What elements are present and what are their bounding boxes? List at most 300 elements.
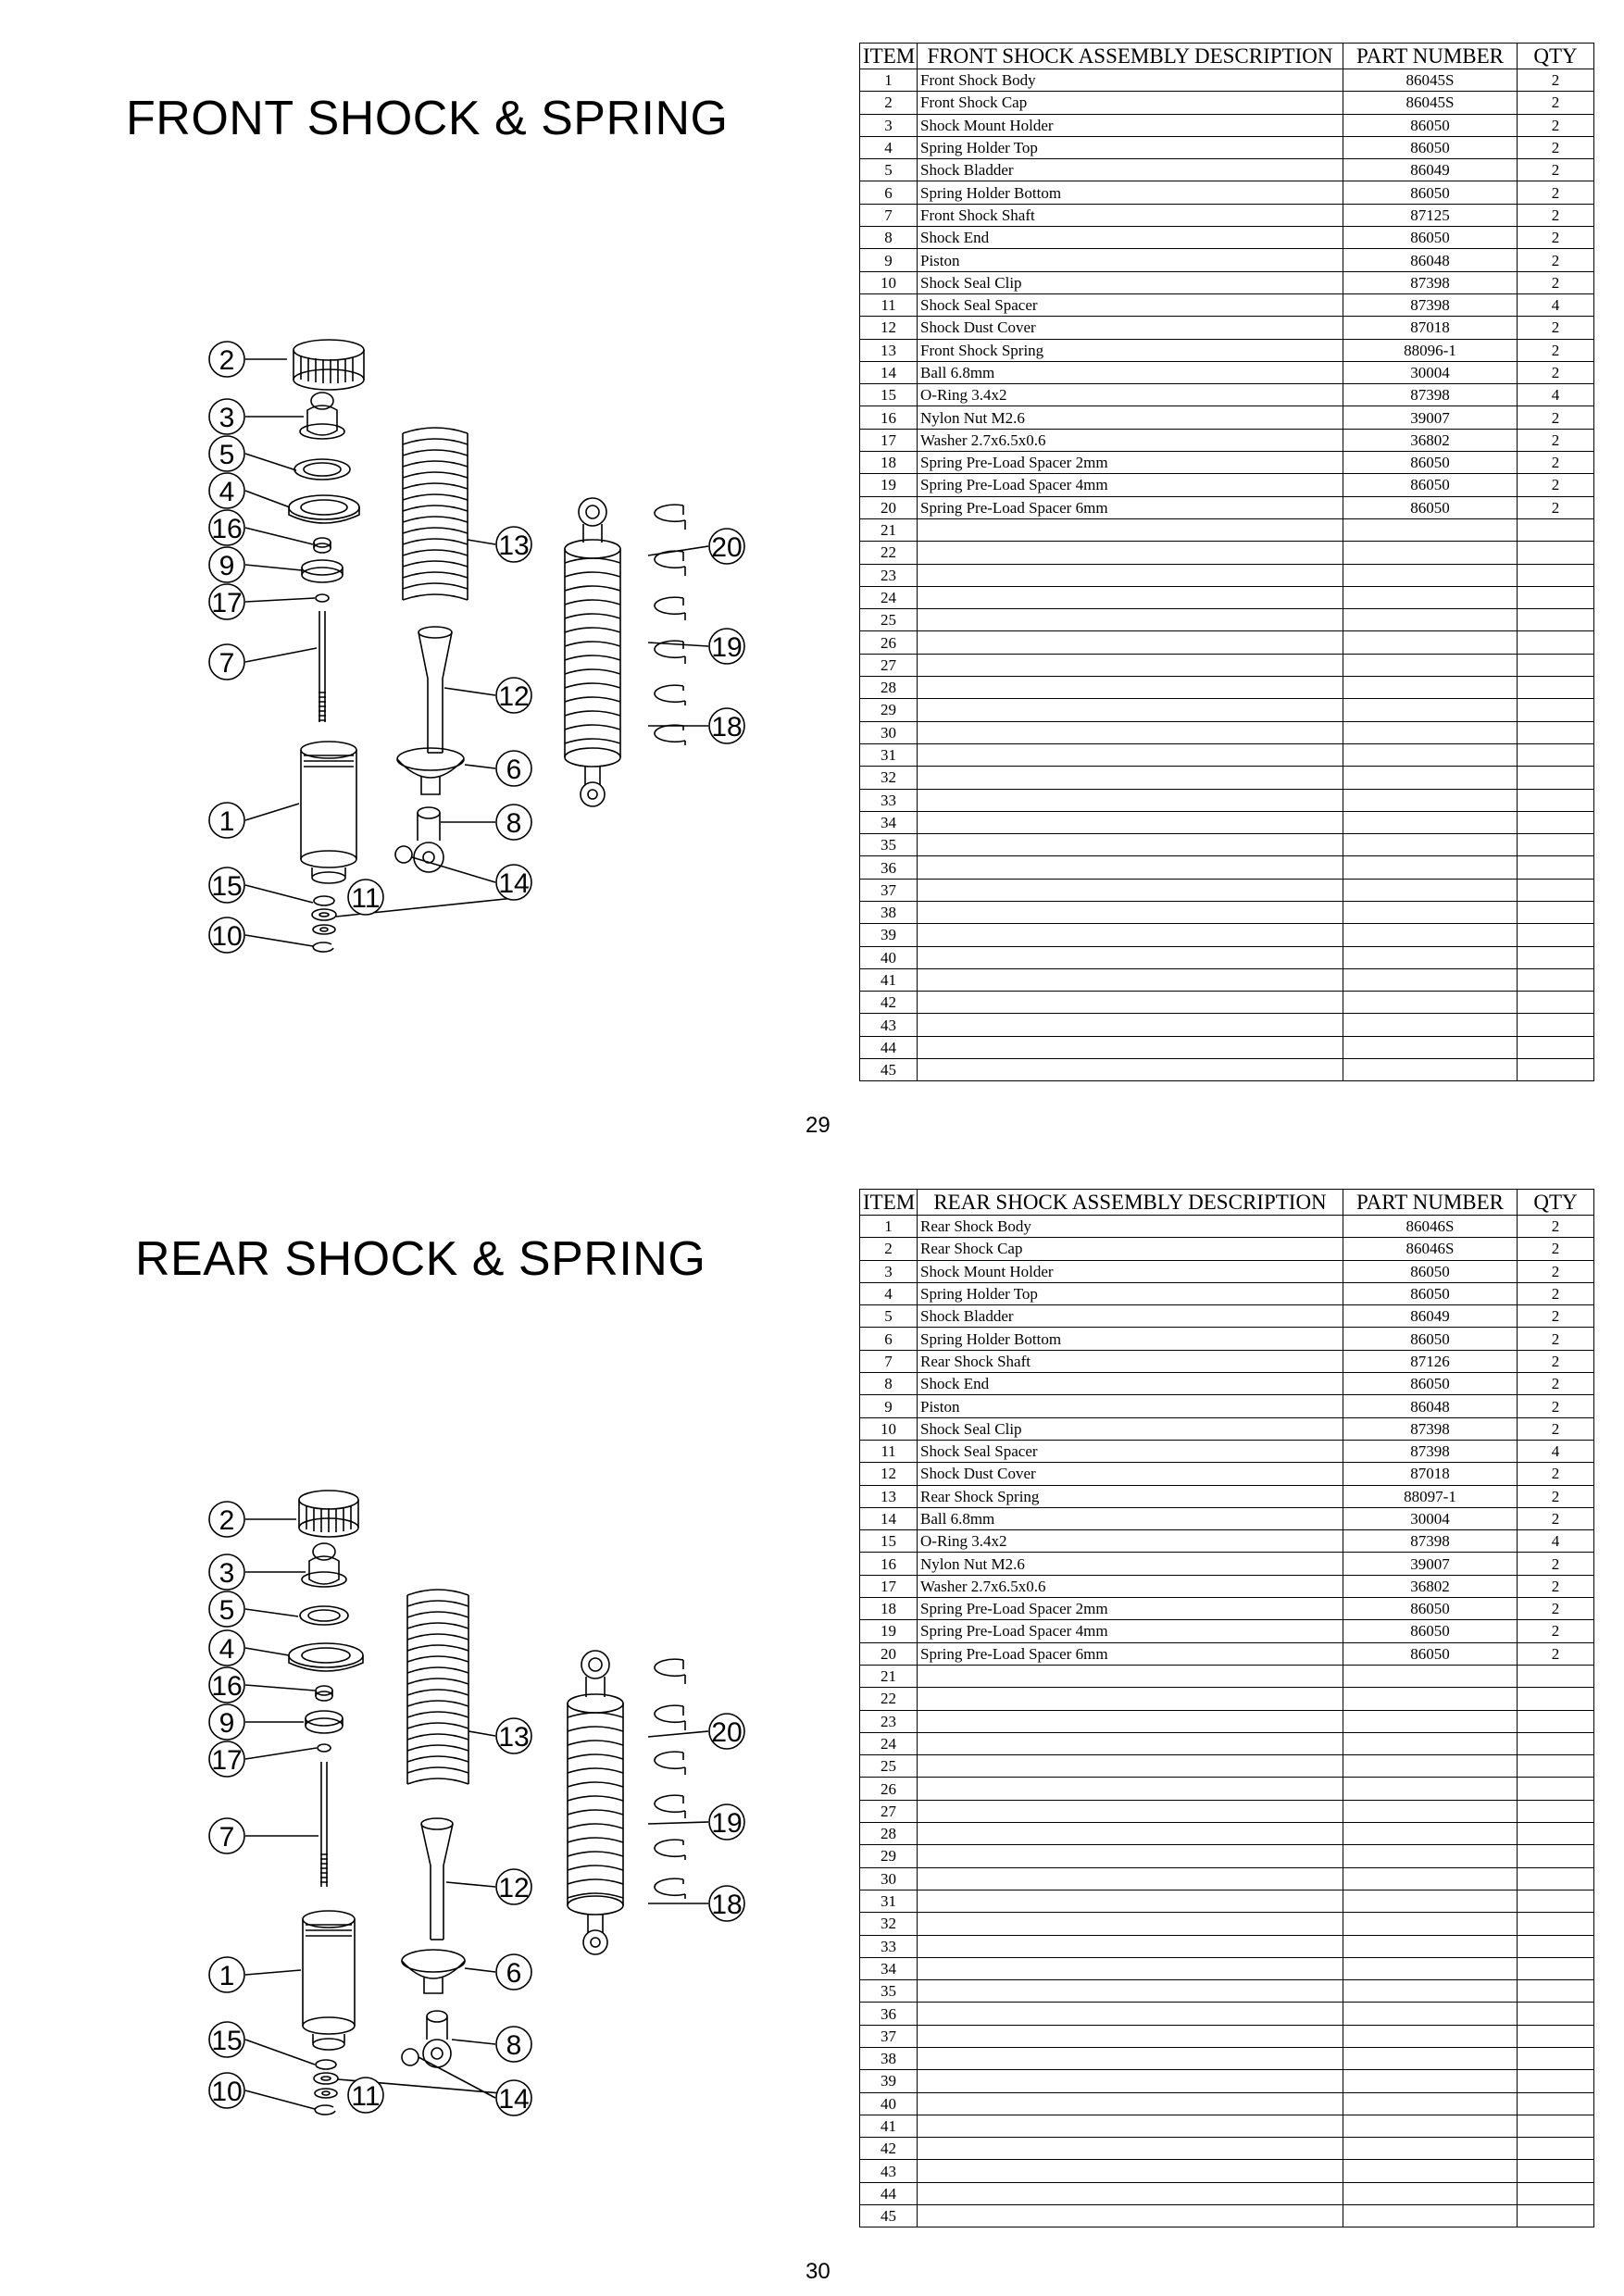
qty-cell: 2 bbox=[1518, 429, 1594, 451]
qty-cell bbox=[1518, 992, 1594, 1014]
svg-text:1: 1 bbox=[219, 806, 235, 837]
table-row bbox=[860, 1867, 1594, 1890]
table-row bbox=[860, 1642, 1594, 1665]
qty-cell bbox=[1518, 1823, 1594, 1845]
table-row bbox=[860, 2138, 1594, 2160]
front-shock-exploded-diagram bbox=[194, 322, 824, 989]
item-cell: 26 bbox=[860, 631, 918, 654]
callout-19 bbox=[709, 1804, 744, 1840]
part-number-cell bbox=[1343, 518, 1518, 541]
part-number-cell: 87398 bbox=[1343, 1440, 1518, 1462]
part-number-cell: 86050 bbox=[1343, 181, 1518, 204]
table-row bbox=[860, 1755, 1594, 1778]
callout-4 bbox=[209, 1630, 244, 1666]
item-cell: 15 bbox=[860, 384, 918, 406]
item-cell: 19 bbox=[860, 1620, 918, 1642]
callout-16 bbox=[209, 1667, 244, 1703]
table-row bbox=[860, 631, 1594, 654]
part-number-cell: 87398 bbox=[1343, 1530, 1518, 1553]
table-row bbox=[860, 1575, 1594, 1597]
table-row bbox=[860, 249, 1594, 271]
item-cell: 20 bbox=[860, 496, 918, 518]
item-cell: 2 bbox=[860, 1238, 918, 1260]
svg-text:13: 13 bbox=[498, 1722, 530, 1753]
description-cell: Ball 6.8mm bbox=[918, 1507, 1343, 1529]
part-number-cell: 86050 bbox=[1343, 1373, 1518, 1395]
callout-3 bbox=[209, 1554, 244, 1590]
part-number-cell bbox=[1343, 1845, 1518, 1867]
table-row bbox=[860, 609, 1594, 631]
qty-cell bbox=[1518, 856, 1594, 879]
description-cell bbox=[918, 1755, 1343, 1778]
description-cell bbox=[918, 2182, 1343, 2204]
table-row bbox=[860, 1710, 1594, 1732]
description-cell bbox=[918, 1665, 1343, 1687]
table-row bbox=[860, 811, 1594, 833]
table-row bbox=[860, 92, 1594, 114]
table-row bbox=[860, 2070, 1594, 2092]
qty-cell bbox=[1518, 564, 1594, 586]
item-cell: 27 bbox=[860, 654, 918, 676]
callout-4 bbox=[209, 473, 244, 508]
callout-2 bbox=[209, 1502, 244, 1537]
item-cell: 34 bbox=[860, 1957, 918, 1979]
item-cell: 19 bbox=[860, 474, 918, 496]
description-cell: Piston bbox=[918, 1395, 1343, 1417]
qty-cell: 2 bbox=[1518, 361, 1594, 383]
svg-text:8: 8 bbox=[506, 808, 522, 839]
svg-text:4: 4 bbox=[219, 1634, 235, 1665]
description-cell bbox=[918, 834, 1343, 856]
item-cell: 27 bbox=[860, 1800, 918, 1822]
description-cell bbox=[918, 1710, 1343, 1732]
table-row bbox=[860, 1957, 1594, 1979]
svg-text:16: 16 bbox=[211, 1671, 243, 1702]
table-header-row bbox=[860, 44, 1594, 69]
svg-text:11: 11 bbox=[351, 883, 381, 914]
item-cell: 12 bbox=[860, 317, 918, 339]
callout-14 bbox=[496, 865, 531, 900]
qty-cell bbox=[1518, 542, 1594, 564]
qty-cell: 2 bbox=[1518, 181, 1594, 204]
description-cell: Shock Seal Clip bbox=[918, 271, 1343, 293]
description-cell: Rear Shock Cap bbox=[918, 1238, 1343, 1260]
part-number-cell bbox=[1343, 1823, 1518, 1845]
table-row bbox=[860, 1036, 1594, 1058]
qty-cell: 4 bbox=[1518, 384, 1594, 406]
description-cell: Rear Shock Shaft bbox=[918, 1350, 1343, 1372]
description-cell: O-Ring 3.4x2 bbox=[918, 384, 1343, 406]
part-number-cell bbox=[1343, 901, 1518, 923]
table-row bbox=[860, 924, 1594, 946]
table-row bbox=[860, 1845, 1594, 1867]
description-cell bbox=[918, 1845, 1343, 1867]
callout-9 bbox=[209, 1704, 244, 1740]
table-row bbox=[860, 1059, 1594, 1081]
qty-cell bbox=[1518, 1036, 1594, 1058]
callout-5 bbox=[209, 1591, 244, 1627]
description-cell bbox=[918, 901, 1343, 923]
item-cell: 39 bbox=[860, 2070, 918, 2092]
table-row bbox=[860, 946, 1594, 968]
qty-cell: 2 bbox=[1518, 1395, 1594, 1417]
part-number-cell bbox=[1343, 1014, 1518, 1036]
front-shock-parts-drawing bbox=[245, 340, 708, 952]
table-row bbox=[860, 1778, 1594, 1800]
part-number-cell bbox=[1343, 2047, 1518, 2069]
part-number-cell: 86050 bbox=[1343, 1620, 1518, 1642]
svg-text:18: 18 bbox=[711, 712, 743, 742]
svg-text:12: 12 bbox=[498, 1873, 530, 1903]
table-row bbox=[860, 2115, 1594, 2137]
table-row bbox=[860, 1417, 1594, 1440]
description-cell bbox=[918, 767, 1343, 789]
item-cell: 43 bbox=[860, 1014, 918, 1036]
svg-text:10: 10 bbox=[211, 921, 243, 952]
description-cell bbox=[918, 879, 1343, 901]
item-cell: 3 bbox=[860, 1260, 918, 1282]
part-number-cell bbox=[1343, 2160, 1518, 2182]
svg-text:11: 11 bbox=[351, 2081, 381, 2112]
qty-cell: 2 bbox=[1518, 1305, 1594, 1328]
part-number-cell: 88097-1 bbox=[1343, 1485, 1518, 1507]
svg-text:3: 3 bbox=[219, 403, 235, 433]
description-cell bbox=[918, 631, 1343, 654]
qty-cell: 2 bbox=[1518, 452, 1594, 474]
item-cell: 9 bbox=[860, 249, 918, 271]
qty-cell: 2 bbox=[1518, 69, 1594, 92]
qty-cell bbox=[1518, 1890, 1594, 1912]
qty-cell bbox=[1518, 2025, 1594, 2047]
table-row bbox=[860, 496, 1594, 518]
part-number-cell bbox=[1343, 1036, 1518, 1058]
qty-cell: 2 bbox=[1518, 1260, 1594, 1282]
item-cell: 28 bbox=[860, 677, 918, 699]
rear-shock-exploded-diagram bbox=[194, 1479, 824, 2146]
item-cell: 28 bbox=[860, 1823, 918, 1845]
description-cell: Spring Pre-Load Spacer 4mm bbox=[918, 474, 1343, 496]
part-number-cell: 86050 bbox=[1343, 1328, 1518, 1350]
svg-text:6: 6 bbox=[506, 755, 522, 785]
description-cell bbox=[918, 609, 1343, 631]
table-row bbox=[860, 1305, 1594, 1328]
table-row bbox=[860, 1395, 1594, 1417]
qty-cell bbox=[1518, 609, 1594, 631]
qty-cell bbox=[1518, 1778, 1594, 1800]
qty-cell: 2 bbox=[1518, 1642, 1594, 1665]
description-cell bbox=[918, 968, 1343, 991]
table-row bbox=[860, 1373, 1594, 1395]
description-cell: Spring Holder Top bbox=[918, 136, 1343, 158]
table-row bbox=[860, 204, 1594, 226]
table-row bbox=[860, 542, 1594, 564]
header-item: ITEM bbox=[860, 1190, 918, 1216]
part-number-cell bbox=[1343, 1980, 1518, 2003]
description-cell: Nylon Nut M2.6 bbox=[918, 1553, 1343, 1575]
description-cell bbox=[918, 1980, 1343, 2003]
header-description: REAR SHOCK ASSEMBLY DESCRIPTION bbox=[918, 1190, 1343, 1216]
table-row bbox=[860, 879, 1594, 901]
table-row bbox=[860, 1440, 1594, 1462]
callout-11 bbox=[348, 2078, 383, 2113]
qty-cell: 2 bbox=[1518, 227, 1594, 249]
svg-text:19: 19 bbox=[711, 1808, 743, 1839]
description-cell: Washer 2.7x6.5x0.6 bbox=[918, 429, 1343, 451]
description-cell bbox=[918, 2070, 1343, 2092]
table-row bbox=[860, 361, 1594, 383]
callout-8 bbox=[496, 2027, 531, 2062]
item-cell: 17 bbox=[860, 1575, 918, 1597]
qty-cell: 4 bbox=[1518, 293, 1594, 316]
part-number-cell: 86050 bbox=[1343, 114, 1518, 136]
item-cell: 38 bbox=[860, 2047, 918, 2069]
svg-text:8: 8 bbox=[506, 2030, 522, 2061]
qty-cell bbox=[1518, 1710, 1594, 1732]
table-row bbox=[860, 1913, 1594, 1935]
table-row bbox=[860, 1328, 1594, 1350]
item-cell: 30 bbox=[860, 721, 918, 743]
description-cell bbox=[918, 856, 1343, 879]
description-cell: Spring Pre-Load Spacer 6mm bbox=[918, 1642, 1343, 1665]
part-number-cell bbox=[1343, 968, 1518, 991]
table-row bbox=[860, 1238, 1594, 1260]
table-row bbox=[860, 586, 1594, 608]
qty-cell bbox=[1518, 1935, 1594, 1957]
qty-cell bbox=[1518, 1800, 1594, 1822]
part-number-cell bbox=[1343, 699, 1518, 721]
part-number-cell: 86049 bbox=[1343, 159, 1518, 181]
svg-text:17: 17 bbox=[211, 1745, 243, 1776]
description-cell bbox=[918, 2047, 1343, 2069]
item-cell: 38 bbox=[860, 901, 918, 923]
callout-6 bbox=[496, 751, 531, 786]
description-cell: Spring Pre-Load Spacer 6mm bbox=[918, 496, 1343, 518]
item-cell: 5 bbox=[860, 159, 918, 181]
qty-cell: 2 bbox=[1518, 1575, 1594, 1597]
part-number-cell bbox=[1343, 946, 1518, 968]
part-number-cell bbox=[1343, 1710, 1518, 1732]
part-number-cell: 86045S bbox=[1343, 92, 1518, 114]
callout-19 bbox=[709, 629, 744, 664]
description-cell bbox=[918, 2115, 1343, 2137]
rear-callout-labels bbox=[209, 1502, 744, 2115]
part-number-cell: 87018 bbox=[1343, 1463, 1518, 1485]
qty-cell: 2 bbox=[1518, 1282, 1594, 1304]
item-cell: 21 bbox=[860, 518, 918, 541]
description-cell bbox=[918, 992, 1343, 1014]
table-row bbox=[860, 2047, 1594, 2069]
item-cell: 16 bbox=[860, 406, 918, 429]
qty-cell bbox=[1518, 1957, 1594, 1979]
part-number-cell bbox=[1343, 654, 1518, 676]
description-cell bbox=[918, 564, 1343, 586]
item-cell: 40 bbox=[860, 946, 918, 968]
part-number-cell: 87398 bbox=[1343, 293, 1518, 316]
table-row bbox=[860, 1260, 1594, 1282]
item-cell: 35 bbox=[860, 834, 918, 856]
qty-cell bbox=[1518, 879, 1594, 901]
part-number-cell bbox=[1343, 2182, 1518, 2204]
description-cell: Front Shock Shaft bbox=[918, 204, 1343, 226]
table-row bbox=[860, 1507, 1594, 1529]
description-cell: Piston bbox=[918, 249, 1343, 271]
part-number-cell: 36802 bbox=[1343, 429, 1518, 451]
part-number-cell bbox=[1343, 2003, 1518, 2025]
item-cell: 31 bbox=[860, 1890, 918, 1912]
callout-2 bbox=[209, 342, 244, 377]
description-cell: Shock Dust Cover bbox=[918, 317, 1343, 339]
svg-text:7: 7 bbox=[219, 1822, 235, 1853]
item-cell: 23 bbox=[860, 1710, 918, 1732]
qty-cell: 2 bbox=[1518, 1216, 1594, 1238]
description-cell bbox=[918, 1867, 1343, 1890]
item-cell: 2 bbox=[860, 92, 918, 114]
table-row bbox=[860, 317, 1594, 339]
table-row bbox=[860, 677, 1594, 699]
callout-3 bbox=[209, 399, 244, 434]
part-number-cell bbox=[1343, 1890, 1518, 1912]
table-row bbox=[860, 1800, 1594, 1822]
item-cell: 6 bbox=[860, 181, 918, 204]
callout-10 bbox=[209, 2073, 244, 2108]
qty-cell bbox=[1518, 901, 1594, 923]
qty-cell: 2 bbox=[1518, 114, 1594, 136]
item-cell: 6 bbox=[860, 1328, 918, 1350]
callout-1 bbox=[209, 803, 244, 838]
table-row bbox=[860, 1598, 1594, 1620]
table-row bbox=[860, 1732, 1594, 1754]
qty-cell bbox=[1518, 654, 1594, 676]
item-cell: 31 bbox=[860, 743, 918, 766]
callout-1 bbox=[209, 1957, 244, 1992]
header-qty: QTY bbox=[1518, 1190, 1594, 1216]
svg-text:4: 4 bbox=[219, 477, 235, 507]
svg-text:9: 9 bbox=[219, 551, 235, 581]
item-cell: 34 bbox=[860, 811, 918, 833]
qty-cell bbox=[1518, 2092, 1594, 2115]
table-row bbox=[860, 293, 1594, 316]
table-row bbox=[860, 181, 1594, 204]
description-cell bbox=[918, 1957, 1343, 1979]
qty-cell: 4 bbox=[1518, 1530, 1594, 1553]
callout-13 bbox=[496, 527, 531, 562]
table-row bbox=[860, 1485, 1594, 1507]
table-row bbox=[860, 1620, 1594, 1642]
qty-cell: 2 bbox=[1518, 1238, 1594, 1260]
part-number-cell: 86048 bbox=[1343, 1395, 1518, 1417]
description-cell: Shock Mount Holder bbox=[918, 1260, 1343, 1282]
description-cell: Shock Seal Spacer bbox=[918, 1440, 1343, 1462]
callout-12 bbox=[496, 678, 531, 713]
item-cell: 7 bbox=[860, 204, 918, 226]
item-cell: 22 bbox=[860, 1688, 918, 1710]
svg-text:12: 12 bbox=[498, 681, 530, 712]
qty-cell: 2 bbox=[1518, 1507, 1594, 1529]
svg-text:14: 14 bbox=[498, 2084, 530, 2115]
qty-cell bbox=[1518, 2070, 1594, 2092]
item-cell: 36 bbox=[860, 856, 918, 879]
description-cell: Spring Pre-Load Spacer 2mm bbox=[918, 1598, 1343, 1620]
part-number-cell bbox=[1343, 2205, 1518, 2227]
qty-cell: 2 bbox=[1518, 406, 1594, 429]
part-number-cell: 36802 bbox=[1343, 1575, 1518, 1597]
qty-cell bbox=[1518, 811, 1594, 833]
svg-text:2: 2 bbox=[219, 345, 235, 376]
description-cell: Front Shock Body bbox=[918, 69, 1343, 92]
qty-cell: 4 bbox=[1518, 1440, 1594, 1462]
description-cell bbox=[918, 1014, 1343, 1036]
svg-text:19: 19 bbox=[711, 632, 743, 663]
item-cell: 11 bbox=[860, 1440, 918, 1462]
qty-cell bbox=[1518, 834, 1594, 856]
qty-cell bbox=[1518, 586, 1594, 608]
qty-cell bbox=[1518, 2003, 1594, 2025]
item-cell: 35 bbox=[860, 1980, 918, 2003]
callout-7 bbox=[209, 644, 244, 680]
qty-cell: 2 bbox=[1518, 1417, 1594, 1440]
front-parts-table bbox=[859, 43, 1594, 1081]
description-cell bbox=[918, 699, 1343, 721]
callout-17 bbox=[209, 584, 244, 619]
table-row bbox=[860, 2003, 1594, 2025]
description-cell bbox=[918, 789, 1343, 811]
qty-cell: 2 bbox=[1518, 1553, 1594, 1575]
item-cell: 33 bbox=[860, 1935, 918, 1957]
qty-cell: 2 bbox=[1518, 317, 1594, 339]
description-cell bbox=[918, 518, 1343, 541]
part-number-cell bbox=[1343, 2025, 1518, 2047]
callout-7 bbox=[209, 1818, 244, 1853]
item-cell: 12 bbox=[860, 1463, 918, 1485]
part-number-cell bbox=[1343, 721, 1518, 743]
table-row bbox=[860, 429, 1594, 451]
svg-text:7: 7 bbox=[219, 648, 235, 679]
part-number-cell: 87126 bbox=[1343, 1350, 1518, 1372]
part-number-cell: 86050 bbox=[1343, 496, 1518, 518]
item-cell: 9 bbox=[860, 1395, 918, 1417]
part-number-cell: 87398 bbox=[1343, 384, 1518, 406]
item-cell: 4 bbox=[860, 1282, 918, 1304]
table-row bbox=[860, 721, 1594, 743]
table-row bbox=[860, 743, 1594, 766]
svg-text:5: 5 bbox=[219, 1595, 235, 1626]
item-cell: 37 bbox=[860, 2025, 918, 2047]
table-row bbox=[860, 992, 1594, 1014]
part-number-cell bbox=[1343, 1688, 1518, 1710]
qty-cell bbox=[1518, 2047, 1594, 2069]
part-number-cell: 87398 bbox=[1343, 271, 1518, 293]
item-cell: 30 bbox=[860, 1867, 918, 1890]
description-cell bbox=[918, 1890, 1343, 1912]
description-cell bbox=[918, 1059, 1343, 1081]
qty-cell: 2 bbox=[1518, 474, 1594, 496]
item-cell: 1 bbox=[860, 1216, 918, 1238]
table-row bbox=[860, 1935, 1594, 1957]
table-row bbox=[860, 2092, 1594, 2115]
part-number-cell bbox=[1343, 879, 1518, 901]
callout-5 bbox=[209, 436, 244, 471]
description-cell bbox=[918, 1778, 1343, 1800]
part-number-cell bbox=[1343, 2138, 1518, 2160]
table-row bbox=[860, 968, 1594, 991]
part-number-cell bbox=[1343, 586, 1518, 608]
part-number-cell: 30004 bbox=[1343, 1507, 1518, 1529]
item-cell: 17 bbox=[860, 429, 918, 451]
description-cell bbox=[918, 1800, 1343, 1822]
qty-cell: 2 bbox=[1518, 92, 1594, 114]
page-number-front: 29 bbox=[806, 1113, 831, 1138]
qty-cell: 2 bbox=[1518, 1350, 1594, 1372]
